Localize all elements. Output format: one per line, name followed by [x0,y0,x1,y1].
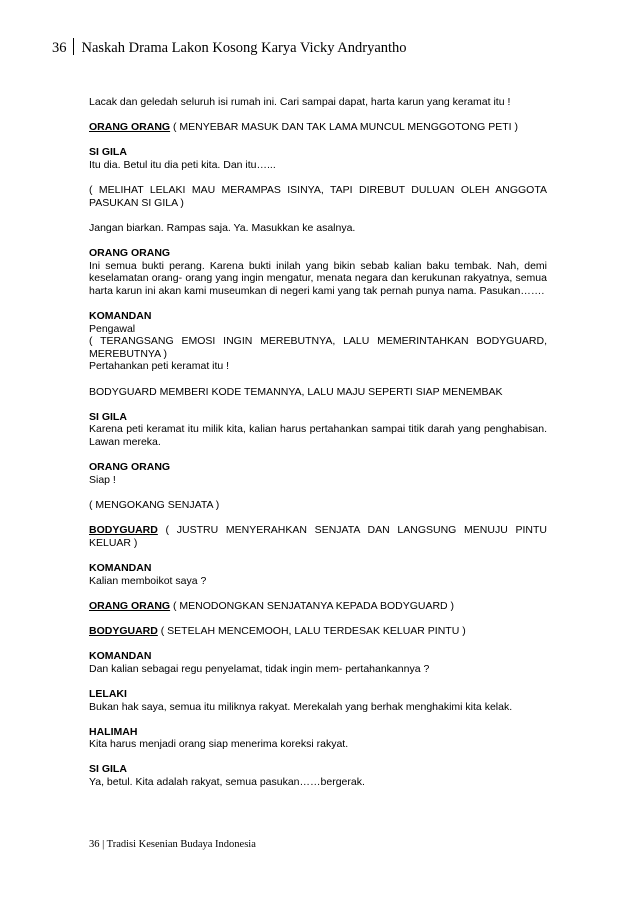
direction-text: ( TERANGSANG EMOSI INGIN MEREBUTNYA, LALU MEMERINTAHKAN BODYGUARD, MEREBUTNYA ) [89,335,547,360]
stage-direction-8 [89,386,547,399]
speaker-name: BODYGUARD [89,524,158,537]
dialogue-block-9 [89,411,547,449]
dialogue-block-18 [89,726,547,751]
direction-text: ( MENODONGKAN SENJATANYA KEPADA BODYGUARD ) [170,599,455,612]
dialogue-text: Kita harus menjadi orang siap menerima koreksi rakyat. [89,738,349,751]
running-header [52,38,592,57]
dialogue-text: Lacak dan geledah seluruh isi rumah ini. Cari sampai dapat, harta karun yang keramat itu ! [89,96,511,108]
dialogue-block-16 [89,650,547,675]
speaker-name: KOMANDAN [89,650,152,663]
speaker-name: ORANG ORANG [89,121,171,134]
speaker-name: ORANG ORANG [89,599,171,612]
speaker-name: KOMANDAN [89,310,152,323]
dialogue-block-17 [89,688,547,713]
dialogue-block-19 [89,763,547,788]
speaker-name: SI GILA [89,410,127,423]
dialogue-block-7 [89,310,547,373]
speaker-name: KOMANDAN [89,561,152,574]
script-body [89,96,547,801]
dialogue-block-3 [89,146,547,171]
page-footer: 36 | Tradisi Kesenian Budaya Indonesia [89,839,256,850]
dialogue-block-13 [89,562,547,587]
dialogue-text: Bukan hak saya, semua itu miliknya rakyat. Merekalah yang berhak menghakimi kita kelak. [89,700,513,713]
dialogue-text: Pengawal [89,322,136,335]
speaker-name: SI GILA [89,146,127,159]
direction-text: ( SETELAH MENCEMOOH, LALU TERDESAK KELUAR PINTU ) [157,624,466,637]
dialogue-text: Siap ! [89,473,116,486]
speaker-name: ORANG ORANG [89,461,171,474]
dialogue-text: Jangan biarkan. Rampas saja. Ya. Masukkan ke asalnya. [89,221,356,234]
speaker-name: LELAKI [89,687,127,700]
speaker-name: ORANG ORANG [89,247,171,260]
dialogue-text: Ini semua bukti perang. Karena bukti inilah yang bikin sebab kalian baku tembak. Nah, demi keselamatan orang- orang yang ingin mengatur, menata negara dan kerukunan rakyatnya, semua harta karun ini akan kami museumkan di negeri kami yang tak pernah punya nama. Pasukan……. [89,259,547,297]
stage-direction-14 [89,600,547,613]
dialogue-block-6 [89,247,547,297]
direction-text: ( MENGOKANG SENJATA ) [89,499,220,511]
dialogue-text: Itu dia. Betul itu dia peti kita. Dan itu…... [89,158,276,171]
header-title: Naskah Drama Lakon Kosong Karya Vicky Andryantho [81,40,407,56]
direction-text: ( JUSTRU MENYERAHKAN SENJATA DAN LANGSUNG MENUJU PINTU KELUAR ) [89,524,547,549]
dialogue-text: Ya, betul. Kita adalah rakyat, semua pasukan……bergerak. [89,776,365,789]
direction-text: BODYGUARD MEMBERI KODE TEMANNYA, LALU MAJU SEPERTI SIAP MENEMBAK [89,385,503,398]
speaker-name: SI GILA [89,763,127,776]
speaker-name: HALIMAH [89,725,138,738]
direction-text: ( MENYEBAR MASUK DAN TAK LAMA MUNCUL MENGGOTONG PETI ) [170,121,519,134]
dialogue-text: Dan kalian sebagai regu penyelamat, tidak ingin mem- pertahankannya ? [89,662,430,675]
stage-line-1 [89,96,547,109]
header-page-number: 36 [52,40,67,56]
stage-direction-4 [89,184,547,209]
stage-direction-15 [89,625,547,638]
dialogue-text: Kalian memboikot saya ? [89,574,207,587]
stage-direction-12 [89,524,547,549]
header-divider [73,38,74,55]
dialogue-block-10 [89,461,547,486]
speaker-name: BODYGUARD [89,624,158,637]
stage-direction-2 [89,121,547,134]
dialogue-text: Pertahankan peti keramat itu ! [89,360,230,373]
direction-text: ( MELIHAT LELAKI MAU MERAMPAS ISINYA, TAPI DIREBUT DULUAN OLEH ANGGOTA PASUKAN SI GILA ) [89,184,547,209]
dialogue-text: Karena peti keramat itu milik kita, kalian harus pertahankan sampai titik darah yang penghabisan. Lawan mereka. [89,423,547,449]
stage-direction-11 [89,499,547,512]
stage-line-5 [89,222,547,235]
